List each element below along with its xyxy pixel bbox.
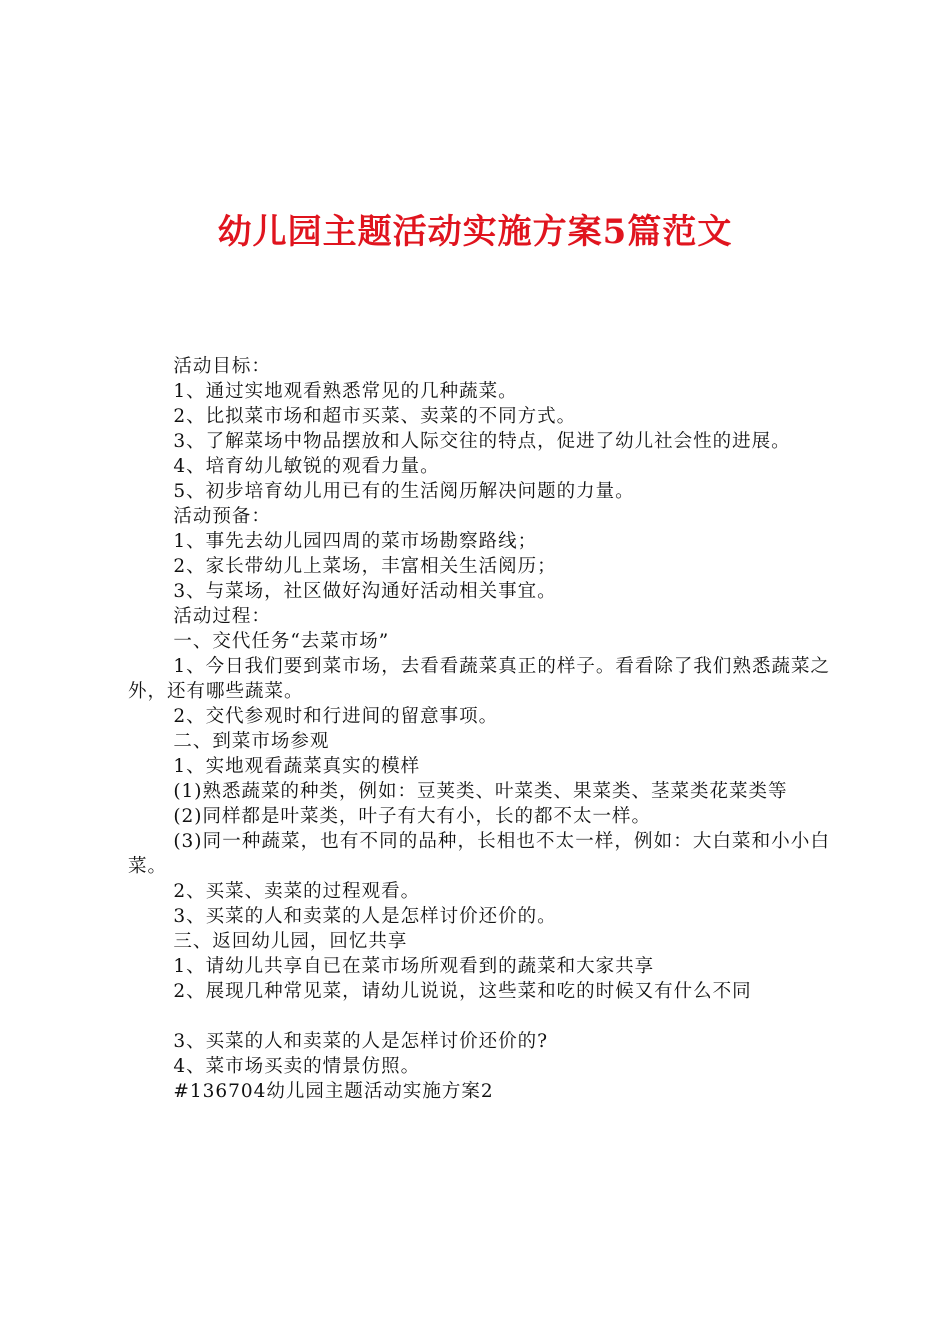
paragraph: 1、事先去幼儿园四周的菜市场勘察路线； [173, 531, 538, 552]
paragraph: 活动预备： [173, 506, 271, 527]
paragraph: 一、交代任务“去菜市场” [173, 631, 390, 652]
paragraph: 3、了解菜场中物品摆放和人际交往的特点，促进了幼儿社会性的进展。 [173, 431, 791, 452]
paragraph: (3)同一种蔬菜，也有不同的品种，长相也不太一样，例如：大白菜和小小白菜。 [128, 831, 830, 877]
paragraph: (1)熟悉蔬菜的种类，例如：豆荚类、叶菜类、果菜类、茎菜类花菜类等 [173, 781, 788, 802]
paragraph: (2)同样都是叶菜类，叶子有大有小，长的都不太一样。 [173, 806, 652, 827]
document-title: 幼儿园主题活动实施方案5篇范文 [217, 212, 733, 252]
paragraph: 2、买菜、卖菜的过程观看。 [173, 881, 421, 902]
paragraph: 2、交代参观时和行进间的留意事项。 [173, 706, 499, 727]
paragraph: 2、展现几种常见菜，请幼儿说说，这些菜和吃的时候又有什么不同 [173, 981, 752, 1002]
paragraph: 4、培育幼儿敏锐的观看力量。 [173, 456, 440, 477]
paragraph: #136704幼儿园主题活动实施方案2 [173, 1081, 494, 1102]
paragraph: 活动过程： [173, 606, 271, 627]
paragraph: 1、请幼儿共享自已在菜市场所观看到的蔬菜和大家共享 [173, 956, 655, 977]
paragraph: 4、菜市场买卖的情景仿照。 [173, 1056, 421, 1077]
paragraph: 1、实地观看蔬菜真实的模样 [173, 756, 421, 777]
paragraph: 3、买菜的人和卖菜的人是怎样讨价还价的。 [173, 906, 557, 927]
paragraph: 三、返回幼儿园，回忆共享 [173, 931, 408, 952]
paragraph: 5、初步培育幼儿用已有的生活阅历解决问题的力量。 [173, 481, 635, 502]
paragraph: 1、今日我们要到菜市场，去看看蔬菜真正的样子。看看除了我们熟悉蔬菜之外，还有哪些蔬菜。 [128, 656, 830, 702]
paragraph: 1、通过实地观看熟悉常见的几种蔬菜。 [173, 381, 518, 402]
paragraph: 2、家长带幼儿上菜场，丰富相关生活阅历； [173, 556, 557, 577]
paragraph: 3、买菜的人和卖菜的人是怎样讨价还价的? [173, 1031, 549, 1052]
paragraph: 二、到菜市场参观 [173, 731, 330, 752]
paragraph: 2、比拟菜市场和超市买菜、卖菜的不同方式。 [173, 406, 577, 427]
blank-line [128, 1004, 830, 1029]
paragraph: 3、与菜场，社区做好沟通好活动相关事宜。 [173, 581, 557, 602]
document-body [128, 354, 830, 1104]
paragraph: 活动目标： [173, 356, 271, 377]
